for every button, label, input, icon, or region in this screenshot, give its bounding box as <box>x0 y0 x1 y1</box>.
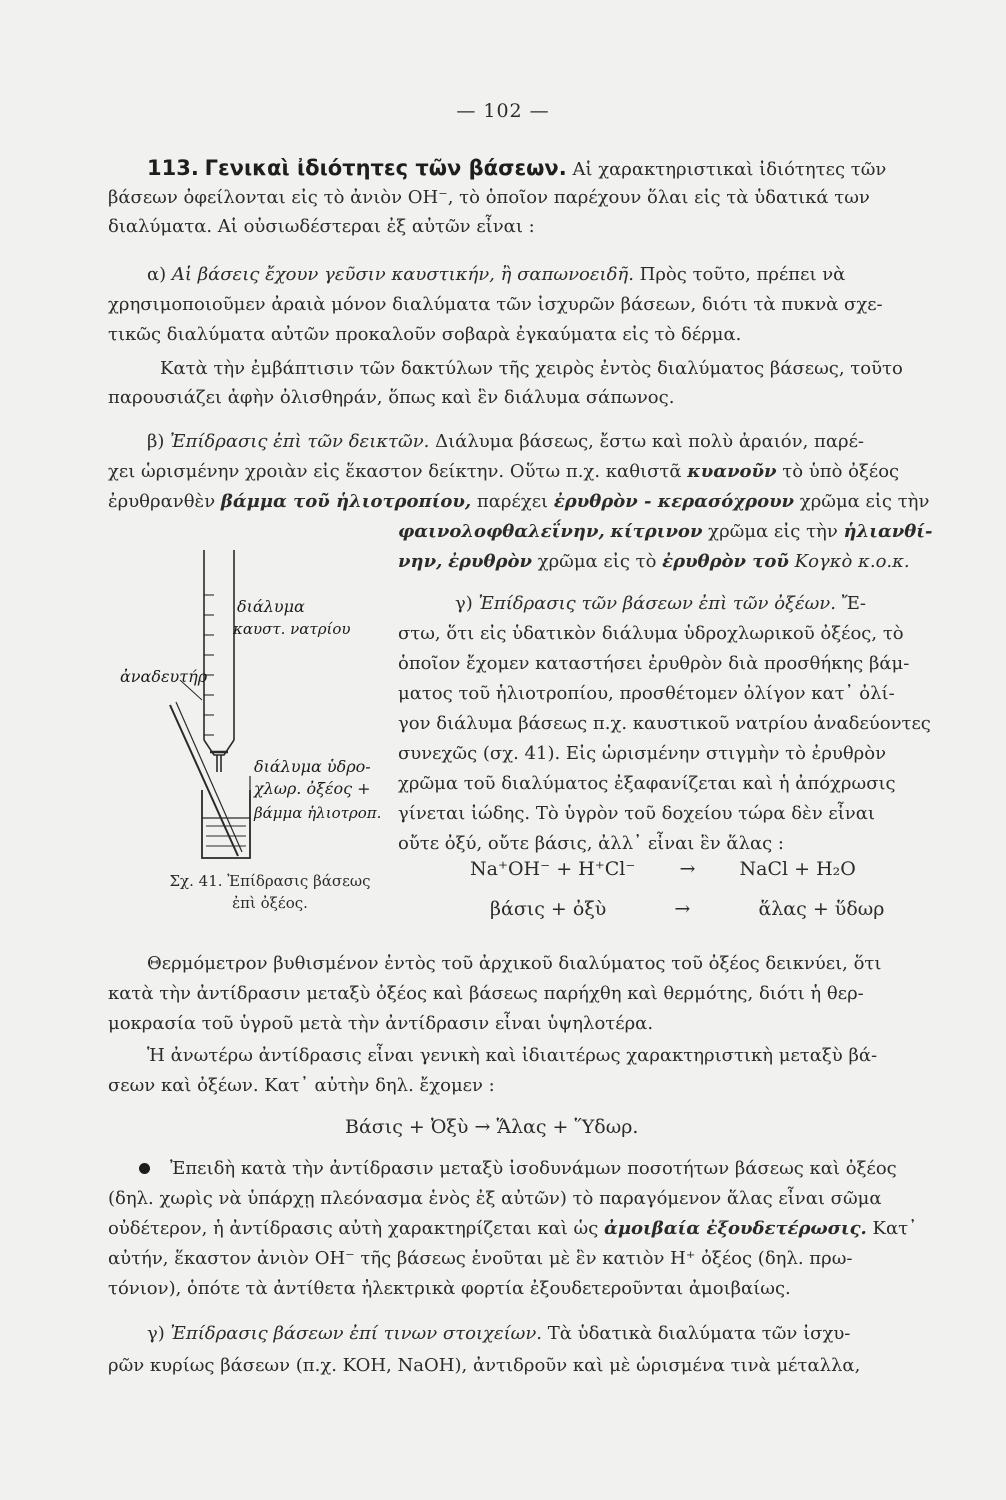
part-b-line-4 <box>398 518 932 546</box>
section-number: 113. <box>147 156 199 180</box>
label-stirrer: ἀναδευτήρ <box>120 667 208 686</box>
neutral-line-4: αὐτήν, ἕκαστον ἀνιὸν OH⁻ τῆς βάσεως ἑνοῦται μὲ ἓν κατιὸν H⁺ ὀξέος (δηλ. πρω- <box>108 1248 853 1269</box>
part-a-label: α) <box>147 264 167 285</box>
part-c-line-7: χρῶμα τοῦ διαλύματος ἐξαφανίζεται καὶ ἡ ἀπόχρωσις <box>398 773 896 794</box>
part-c-line-3: ὁποῖον ἔχομεν καταστήσει ἐρυθρὸν διὰ προσθήκης βάμ- <box>398 653 910 674</box>
part-a-line-5: παρουσιάζει ἀφὴν ὀλισθηράν, ὅπως καὶ ἓν διάλυμα σάπωνος. <box>108 387 675 408</box>
part-b-line4-bold: φαινολοφθαλεΐνην, <box>398 521 605 542</box>
part-d-line1-end: Τὰ ὑδατικὰ διαλύματα τῶν ἰσχυ- <box>547 1323 851 1344</box>
part-c-title-end: Ἔ- <box>841 593 866 614</box>
part-d-line-2: ρῶν κυρίως βάσεων (π.χ. KOH, NaOH), ἀντιδροῦν καὶ μὲ ὡρισμένα τινὰ μέταλλα, <box>108 1355 861 1376</box>
ionic-equation-rhs: NaCl + H₂O <box>739 858 856 880</box>
part-c-line-4: ματος τοῦ ἡλιοτροπίου, προσθέτομεν ὀλίγον κατ᾽ ὀλί- <box>398 683 895 704</box>
section-intro-line-3: διαλύματα. Αἱ οὐσιωδέστεραι ἐξ αὐτῶν εἶναι : <box>108 216 535 237</box>
section-heading-line <box>147 154 886 184</box>
general-line-1: Ἡ ἀνωτέρω ἀντίδρασις εἶναι γενικὴ καὶ ἰδιαιτέρως χαρακτηριστικὴ μεταξὺ βά- <box>147 1045 878 1066</box>
part-b-line5-italic: νην, <box>398 551 443 572</box>
part-d-title: Ἐπίδρασις βάσεων ἐπί τινων στοιχείων. <box>170 1323 543 1344</box>
part-c-line-2: στω, ὅτι εἰς ὑδατικὸν διάλυμα ὑδροχλωρικοῦ ὀξέος, τὸ <box>398 623 904 644</box>
part-b-title: Ἐπίδρασις ἐπὶ τῶν δεικτῶν. <box>170 431 430 452</box>
part-a-line-1 <box>147 261 845 289</box>
section-intro-line-2: βάσεων ὀφείλονται εἰς τὸ ἀνιὸν OH⁻, τὸ ὁποῖον παρέχουν ὅλαι εἰς τὰ ὑδατικά των <box>108 187 870 208</box>
part-b-label: β) <box>147 431 165 452</box>
part-a-title: Αἱ βάσεις ἔχουν γεῦσιν καυστικήν, ἢ σαπωνοειδῆ. <box>171 264 634 285</box>
part-b-line5-mid: χρῶμα εἰς τὸ <box>537 551 657 572</box>
part-b-line4-mid: χρῶμα εἰς τὴν <box>708 521 838 542</box>
neutral-line3-end: Κατ᾽ <box>872 1218 918 1239</box>
section-title: Γενικαὶ ἰδιότητες τῶν βάσεων. <box>204 156 567 180</box>
neutral-line-1: Ἐπειδὴ κατὰ τὴν ἀντίδρασιν μεταξὺ ἰσοδυνάμων ποσοτήτων βάσεως καὶ ὀξέος <box>170 1158 897 1179</box>
general-line-2: σεων καὶ ὀξέων. Κατ᾽ αὐτὴν δηλ. ἔχομεν : <box>108 1075 495 1096</box>
part-b-line-3 <box>108 488 929 516</box>
part-b-line5-bold2: ἐρυθρὸν τοῦ <box>662 551 789 572</box>
part-d-line-1 <box>147 1320 850 1348</box>
section-intro-line-1: Αἱ χαρακτηριστικαὶ ἰδιότητες τῶν <box>572 159 887 180</box>
word-equation-rhs: ἅλας + ὕδωρ <box>758 898 885 920</box>
part-b-line2-bold: κυανοῦν <box>687 461 777 482</box>
part-a-line-2: χρησιμοποιοῦμεν ἀραιὰ μόνον διαλύματα τῶν ἰσχυρῶν βάσεων, διότι τὰ πυκνὰ σχε- <box>108 294 883 315</box>
ionic-equation <box>470 858 856 880</box>
burette-graduations <box>204 595 214 735</box>
word-equation-arrow: → <box>674 898 691 920</box>
part-b-line5-italic2: Κογκὸ κ.ο.κ. <box>794 551 910 572</box>
ionic-equation-arrow: → <box>679 858 696 880</box>
thermo-line-3: μοκρασία τοῦ ὑγροῦ μετὰ τὴν ἀντίδρασιν εἶναι ὑψηλοτέρα. <box>108 1013 654 1034</box>
neutral-line3-start: οὐδέτερον, ἡ ἀντίδρασις αὐτὴ χαρακτηρίζεται καὶ ὡς <box>108 1218 599 1239</box>
part-c-label: γ) <box>455 593 473 614</box>
part-c-line-6: συνεχῶς (σχ. 41). Εἰς ὡρισμένην στιγμὴν τὸ ἐρυθρὸν <box>398 743 887 764</box>
figure-caption <box>145 870 395 914</box>
part-b-line-1 <box>147 428 864 456</box>
part-a-line-4: Κατὰ τὴν ἐμβάπτισιν τῶν δακτύλων τῆς χειρὸς ἐντὸς διαλύματος βάσεως, τοῦτο <box>160 358 903 379</box>
ionic-equation-lhs: Na⁺OH⁻ + H⁺Cl⁻ <box>470 858 636 880</box>
page-number: — 102 — <box>456 100 550 122</box>
neutral-line-5: τόνιον), ὁπότε τὰ ἀντίθετα ἠλεκτρικὰ φορτία ἐξουδετεροῦνται ἀμοιβαίως. <box>108 1278 791 1299</box>
label-burette-solution: διάλυμα <box>237 597 305 616</box>
part-b-line5-bold: ἐρυθρὸν <box>448 551 532 572</box>
part-a-line-3: τικῶς διαλύματα αὐτῶν προκαλοῦν σοβαρὰ ἐγκαύματα εἰς τὸ δέρμα. <box>108 324 742 345</box>
part-b-line-2 <box>108 458 899 486</box>
thermo-line-2: κατὰ τὴν ἀντίδρασιν μεταξὺ ὀξέος καὶ βάσεως παρήχθη καὶ θερμότης, διότι ἡ θερ- <box>108 983 864 1004</box>
word-equation <box>490 898 884 920</box>
part-b-line3-mid: παρέχει <box>476 491 549 512</box>
part-b-line3-end: χρῶμα εἰς τὴν <box>799 491 930 512</box>
word-equation-lhs: βάσις + ὀξὺ <box>490 898 607 920</box>
stirring-rod-edge <box>176 702 242 852</box>
neutral-line-2: (δηλ. χωρὶς νὰ ὑπάρχῃ πλεόνασμα ἑνὸς ἐξ αὐτῶν) τὸ παραγόμενον ἅλας εἶναι σῶμα <box>108 1188 882 1209</box>
figure-caption-line-2: ἐπὶ ὀξέος. <box>232 894 308 912</box>
part-b-line4-italic: ἡλιανθί- <box>843 521 933 542</box>
part-c-line-9: οὔτε ὀξύ, οὔτε βάσις, ἀλλ᾽ εἶναι ἓν ἅλας : <box>398 833 784 854</box>
part-b-line2-text: χει ὡρισμένην χροιὰν εἰς ἕκαστον δείκτην. Οὕτω π.χ. καθιστᾶ <box>108 461 682 482</box>
thermo-line-1: Θερμόμετρον βυθισμένον ἐντὸς τοῦ ἀρχικοῦ διαλύματος τοῦ ὀξέος δεικνύει, ὅτι <box>147 953 882 974</box>
neutral-line3-bold: ἀμοιβαία ἐξουδετέρωσις. <box>604 1218 867 1239</box>
beaker <box>202 790 250 858</box>
neutral-line-3 <box>108 1215 917 1243</box>
label-beaker-line-2: χλωρ. ὀξέος + <box>254 779 371 798</box>
label-burette-naoh: καυστ. νατρίου <box>233 620 351 638</box>
part-b-line3-bold2: ἐρυθρὸν - κερασόχρουν <box>553 491 795 512</box>
part-c-title: Ἐπίδρασις τῶν βάσεων ἐπὶ τῶν ὀξέων. <box>478 593 836 614</box>
part-b-line1-rest: Διάλυμα βάσεως, ἔστω καὶ πολὺ ἀραιόν, παρέ- <box>435 431 864 452</box>
part-b-line4-bold2: κίτρινον <box>610 521 703 542</box>
part-b-line3-bold: βάμμα τοῦ ἡλιοτροπίου, <box>220 491 472 512</box>
general-equation: Βάσις + Ὀξὺ → Ἅλας + Ὕδωρ. <box>345 1116 639 1138</box>
label-beaker-line-1: διάλυμα ὑδρο- <box>254 757 371 776</box>
part-c-line-8: γίνεται ἰώδης. Τὸ ὑγρὸν τοῦ δοχείου τώρα δὲν εἶναι <box>398 803 875 824</box>
label-beaker-line-3: βάμμα ἡλιοτρoπ. <box>254 804 382 822</box>
part-d-label: γ) <box>147 1323 165 1344</box>
figure-caption-line-1: Σχ. 41. Ἐπίδρασις βάσεως <box>169 872 371 890</box>
part-c-line-5: γον διάλυμα βάσεως π.χ. καυστικοῦ νατρίου ἀναδεύοντες <box>398 713 931 734</box>
part-b-line-5 <box>398 548 910 576</box>
part-a-text-1: Πρὸς τοῦτο, πρέπει νὰ <box>639 264 846 285</box>
part-b-line3-start: ἐρυθρανθὲν <box>108 491 216 512</box>
part-c-line-1 <box>455 590 866 618</box>
bullet-marker <box>139 1163 150 1174</box>
part-b-line2-end: τὸ ὑπὸ ὀξέος <box>782 461 900 482</box>
